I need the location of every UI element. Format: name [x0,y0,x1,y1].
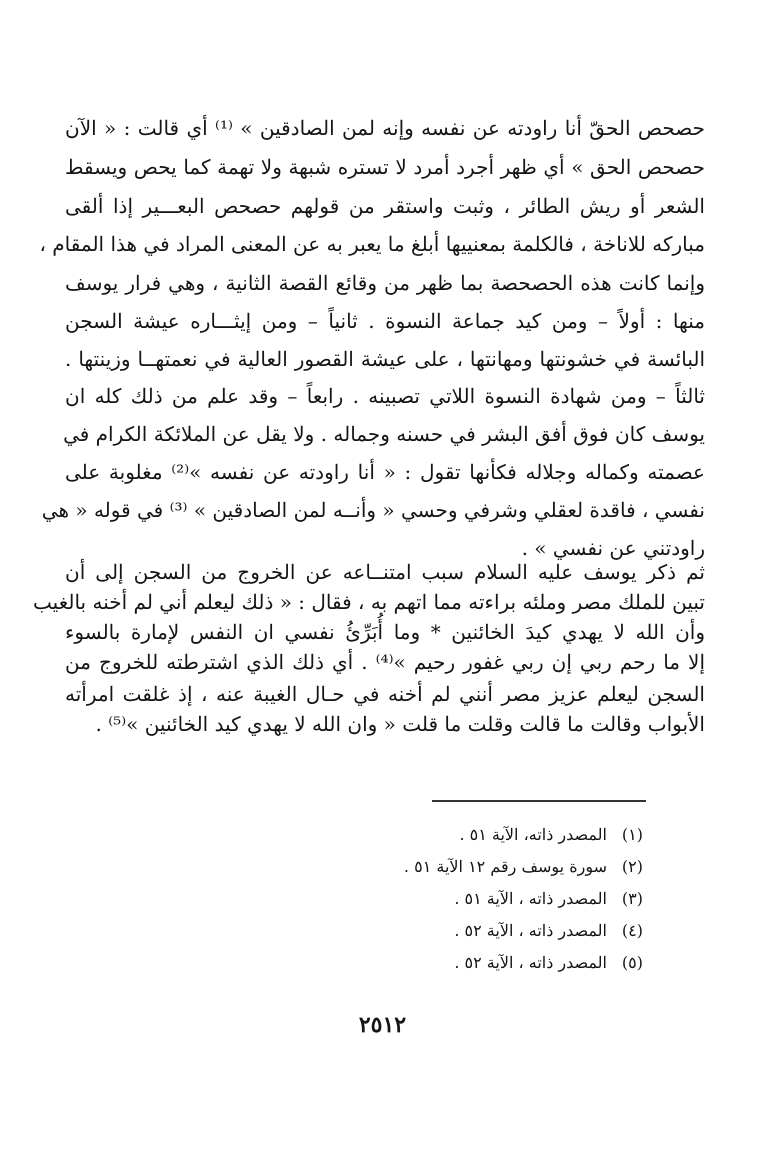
paragraph-line: ثم ذكر يوسف عليه السلام سبب امتنــاعه عن الخروج من السجن إلى أن [65,560,705,584]
paragraph-line: السجن ليعلم عزيز مصر أنني لم أخنه في حـال الغيبة عنه ، إذ غلقت امرأته [65,682,705,706]
footnote-text: المصدر ذاته ، الآية ٥٢ . [454,920,607,940]
footnote-number: (٤) [621,920,643,940]
paragraph-line: حصحص الحقّ أنا راودته عن نفسه وإنه لمن الصادقين » ⁽¹⁾ أي قالت : « الآن [65,116,705,140]
footnote-text: سورة يوسف رقم ١٢ الآية ٥١ . [403,856,607,876]
paragraph-line: نفسي ، فاقدة لعقلي وشرفي وحسي « وأنــه لمن الصادقين » ⁽³⁾ في قوله « هي [41,498,705,522]
paragraph-line: ثالثاً – ومن شهادة النسوة اللاتي تصبينه . رابعاً – وقد علم من ذلك كله ان [65,384,705,408]
paragraph-line: تبين للملك مصر وملئه براءته مما اتهم به ، فقال : « ذلك ليعلم أني لم أخنه بالغيب [33,590,705,614]
footnote-item [303,946,643,978]
footnote-number: (٣) [621,888,643,908]
footnote-divider [432,800,646,802]
footnote-item [303,818,643,850]
paragraph-line: إلا ما رحم ربي إن ربي غفور رحيم »⁽⁴⁾ . أي ذلك الذي اشترطته للخروج من [65,650,705,674]
footnote-item [303,914,643,946]
paragraph-line: البائسة في خشونتها ومهانتها ، على عيشة القصور العالية في نعمتهــا وزينتها . [65,347,705,371]
footnote-number: (٥) [621,952,643,972]
footnote-number: (١) [621,824,643,844]
paragraph-line: راودتني عن نفسي » . [521,536,705,560]
page-number: ٢٥١٢ [358,1012,407,1038]
footnote-text: المصدر ذاته، الآية ٥١ . [459,824,607,844]
paragraph-line: وإنما كانت هذه الحصحصة بما ظهر من وقائع القصة الثانية ، وهي فرار يوسف [65,271,705,295]
paragraph-line: مباركه للاناخة ، فالكلمة بمعنييها أبلغ ما يعبر به عن المعنى المراد في هذا المقام ، [39,232,705,256]
paragraph-line: يوسف كان فوق أفق البشر في حسنه وجماله . ولا يقل عن الملائكة الكرام في [63,422,705,446]
paragraph-line: وأن الله لا يهدي كيدَ الخائنين * وما أُبَرِّئُ نفسي ان النفس لإمارة بالسوء [65,620,705,644]
paragraph-line: الأبواب وقالت ما قالت وقلت ما قلت « وان الله لا يهدي كيد الخائنين »⁽⁵⁾ . [95,712,705,736]
paragraph-line: حصحص الحق » أي ظهر أجرد أمرد لا تستره شبهة ولا تهمة كما يحص ويسقط [65,155,705,179]
footnote-number: (٢) [621,856,643,876]
footnote-text: المصدر ذاته ، الآية ٥١ . [454,888,607,908]
paragraph-line: الشعر أو ريش الطائر ، وثبت واستقر من قولهم حصحص البعـــير إذا ألقى [65,194,705,218]
footnote-item [303,850,643,882]
footnote-text: المصدر ذاته ، الآية ٥٢ . [454,952,607,972]
footnote-item [303,882,643,914]
paragraph-line: منها : أولاً – ومن كيد جماعة النسوة . ثانياً – ومن إيثـــاره عيشة السجن [65,309,705,333]
paragraph-line: عصمته وكماله وجلاله فكأنها تقول : « أنا راودته عن نفسه »⁽²⁾ مغلوبة على [65,460,705,484]
footnotes-list [303,818,643,978]
